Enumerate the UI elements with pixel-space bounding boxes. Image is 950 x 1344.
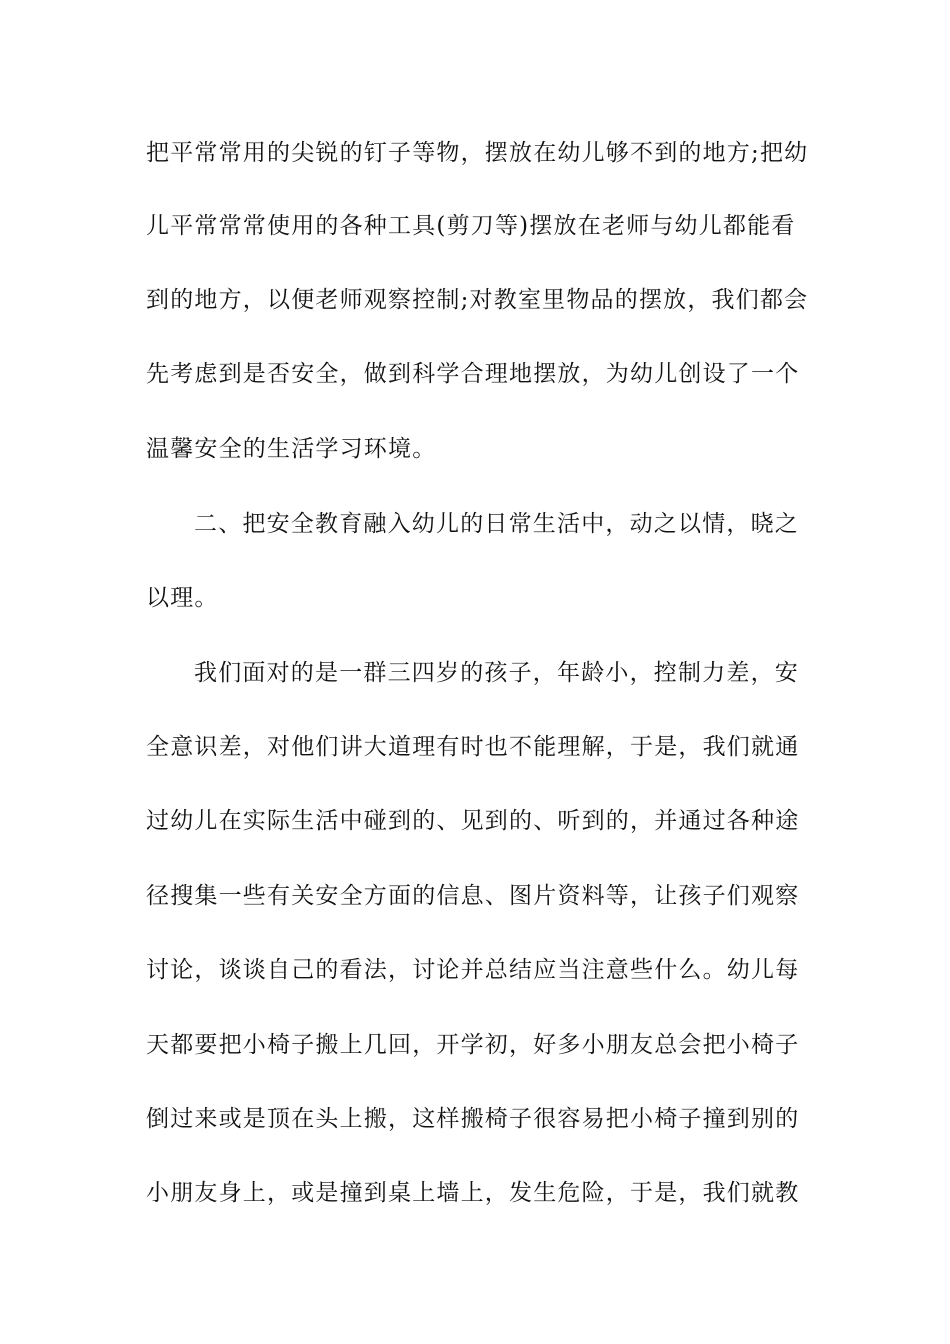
text-line: 温馨安全的生活学习环境。: [146, 436, 437, 462]
text-line: 倒过来或是顶在头上搬，这样搬椅子很容易把小椅子撞到别的: [146, 1106, 800, 1132]
text-line: 过幼儿在实际生活中碰到的、见到的、听到的，并通过各种途: [146, 808, 800, 834]
text-line: 把平常常用的尖锐的钉子等物，摆放在幼儿够不到的地方;把幼: [146, 140, 809, 166]
text-line: 讨论，谈谈自己的看法，讨论并总结应当注意些什么。幼儿每: [146, 957, 800, 983]
text-line: 到的地方，以便老师观察控制;对教室里物品的摆放，我们都会: [146, 287, 809, 313]
text-line: 先考虑到是否安全，做到科学合理地摆放，为幼儿创设了一个: [146, 361, 800, 387]
paragraph-first-line: 我们面对的是一群三四岁的孩子，年龄小，控制力差，安: [194, 660, 799, 686]
text-line: 儿平常常常使用的各种工具(剪刀等)摆放在老师与幼儿都能看: [146, 213, 796, 239]
text-line: 小朋友身上，或是撞到桌上墙上，发生危险，于是，我们就教: [146, 1180, 800, 1206]
section-heading-continuation: 以理。: [146, 585, 219, 611]
text-line: 径搜集一些有关安全方面的信息、图片资料等，让孩子们观察: [146, 883, 800, 909]
section-heading: 二、把安全教育融入幼儿的日常生活中，动之以情，晓之: [194, 511, 799, 537]
text-line: 天都要把小椅子搬上几回，开学初，好多小朋友总会把小椅子: [146, 1032, 800, 1058]
text-line: 全意识差，对他们讲大道理有时也不能理解，于是，我们就通: [146, 734, 800, 760]
